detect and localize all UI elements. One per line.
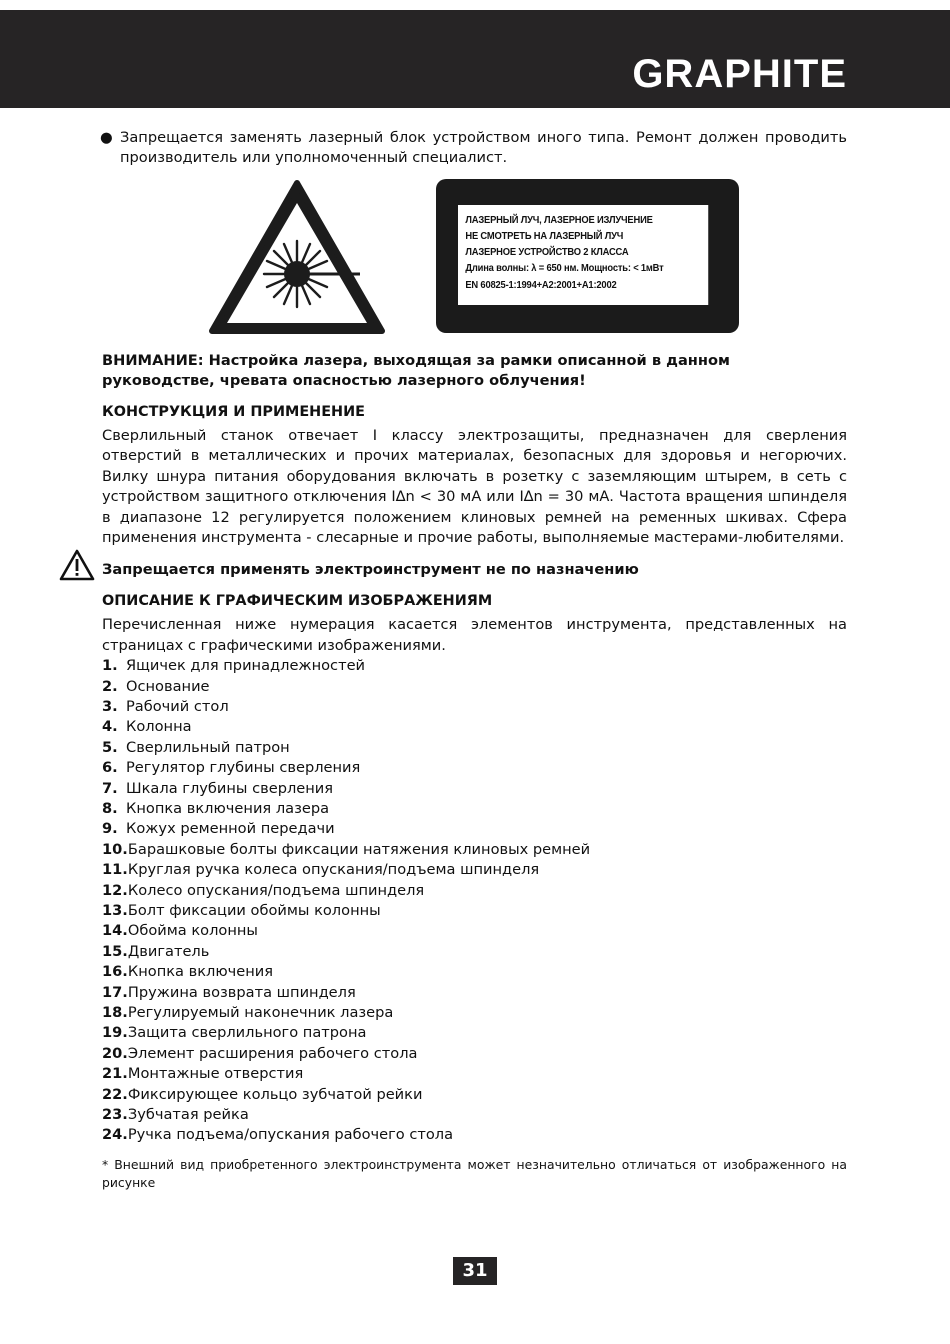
item-text: Основание [126, 677, 210, 695]
item-text: Регулятор глубины сверления [126, 759, 361, 777]
item-text: Зубчатая рейка [127, 1106, 249, 1124]
laser-signs [102, 179, 847, 339]
list-item [102, 983, 847, 1003]
item-number: 12. [102, 881, 128, 899]
footnote: * Внешний вид приобретенного электроинструмента может незначительно отличаться от изображенного на рисунке [102, 1156, 847, 1190]
prohibit-text: Запрещается применять электроинструмент не по назначению [102, 561, 639, 579]
list-item [102, 1085, 847, 1105]
item-number: 16. [102, 963, 128, 981]
laser-label-line: EN 60825-1:1994+A2:2001+A1:2002 [465, 279, 617, 291]
list-item [102, 1125, 847, 1145]
list-item [102, 717, 847, 737]
item-number: 18. [102, 1004, 128, 1021]
item-number: 6. [102, 759, 118, 777]
list-item [102, 1044, 847, 1064]
item-text: Рабочий стол [126, 697, 229, 715]
item-text: Кнопка включения [127, 963, 274, 981]
list-item [102, 1064, 847, 1084]
bullet-icon: ● [100, 129, 113, 146]
item-number: 4. [102, 718, 118, 736]
prohibit-notice [102, 560, 847, 580]
item-number: 22. [102, 1085, 128, 1103]
item-number: 1. [102, 657, 118, 675]
item-number: 17. [102, 983, 128, 1001]
laser-label-line: НЕ СМОТРЕТЬ НА ЛАЗЕРНЫЙ ЛУЧ [465, 231, 624, 243]
item-text: Круглая ручка колеса опускания/подъема шпинделя [127, 861, 540, 879]
description-intro: Перечисленная ниже нумерация касается элементов инструмента, представленных на страницах с графическими изображениями. [102, 616, 847, 654]
list-item [102, 881, 847, 901]
item-text: Колонна [126, 718, 192, 736]
description-title: ОПИСАНИЕ К ГРАФИЧЕСКИМ ИЗОБРАЖЕНИЯМ [102, 592, 493, 609]
list-item [102, 1105, 847, 1125]
item-text: Болт фиксации обоймы колонны [127, 901, 381, 919]
parts-list [102, 656, 847, 1146]
construction-title: КОНСТРУКЦИЯ И ПРИМЕНЕНИЕ [102, 403, 365, 420]
item-text: Фиксирующее кольцо зубчатой рейки [127, 1085, 423, 1103]
laser-label-line: Длина волны: λ = 650 нм. Мощность: < 1мВт [465, 263, 664, 275]
item-number: 24. [102, 1126, 128, 1144]
item-text: Сверлильный патрон [126, 738, 290, 756]
page-content [102, 128, 847, 1192]
item-number: 13. [102, 901, 128, 919]
list-item [102, 942, 847, 962]
laser-class-label [436, 179, 739, 333]
item-number: 3. [102, 697, 118, 715]
item-text: Защита сверлильного патрона [127, 1024, 367, 1042]
list-item [102, 1003, 847, 1023]
item-number: 19. [102, 1024, 128, 1042]
list-item [102, 860, 847, 880]
item-text: Кнопка включения лазера [126, 799, 330, 817]
page-header [0, 10, 950, 108]
item-text: Элемент расширения рабочего стола [127, 1044, 418, 1062]
item-text: Ручка подъема/опускания рабочего стола [127, 1126, 454, 1144]
item-text: Ящичек для принадлежностей [126, 657, 366, 675]
list-item [102, 840, 847, 860]
item-text: Обойма колонны [127, 922, 258, 940]
brand-logo: GRAPHITE [632, 52, 847, 96]
item-text: Регулируемый наконечник лазера [127, 1004, 394, 1021]
list-item [102, 758, 847, 778]
list-item [102, 1023, 847, 1043]
item-text: Кожух ременной передачи [126, 820, 335, 838]
item-text: Шкала глубины сверления [126, 779, 334, 797]
item-number: 21. [102, 1065, 128, 1083]
item-text: Двигатель [127, 942, 210, 960]
caution-icon [58, 548, 96, 582]
list-item [102, 738, 847, 758]
item-text: Пружина возврата шпинделя [127, 983, 356, 1001]
item-text: Монтажные отверстия [127, 1065, 304, 1083]
laser-warning-triangle-icon [208, 179, 386, 337]
list-item [102, 962, 847, 982]
item-number: 9. [102, 820, 118, 838]
laser-replacement-note [102, 128, 847, 169]
item-number: 7. [102, 779, 118, 797]
item-number: 20. [102, 1044, 128, 1062]
item-number: 8. [102, 799, 118, 817]
list-item [102, 677, 847, 697]
list-item [102, 799, 847, 819]
laser-label-line: ЛАЗЕРНОЕ УСТРОЙСТВО 2 КЛАССА [465, 247, 629, 259]
item-number: 23. [102, 1106, 128, 1124]
laser-label-line: ЛАЗЕРНЫЙ ЛУЧ, ЛАЗЕРНОЕ ИЗЛУЧЕНИЕ [465, 214, 653, 226]
item-number: 10. [102, 840, 128, 858]
list-item [102, 697, 847, 717]
item-number: 15. [102, 942, 128, 960]
list-item [102, 901, 847, 921]
item-number: 2. [102, 677, 118, 695]
laser-warning-text: ВНИМАНИЕ: Настройка лазера, выходящая за рамки описанной в данном руководстве, чревата опасностью лазерного облучения! [102, 351, 730, 390]
bullet-text: Запрещается заменять лазерный блок устройством иного типа. Ремонт должен проводить производитель или уполномоченный специалист. [120, 129, 847, 167]
list-item [102, 921, 847, 941]
list-item [102, 779, 847, 799]
item-number: 5. [102, 738, 118, 756]
item-number: 14. [102, 922, 128, 940]
item-number: 11. [102, 861, 128, 879]
list-item [102, 656, 847, 676]
list-item [102, 819, 847, 839]
construction-text: Сверлильный станок отвечает I классу электрозащиты, предназначен для сверления отверстий в металлических и прочих материалах, безопасных для здоровья и негорючих. Вилку шнура питания оборудования включать в розетку с заземляющим штырем, в сеть с устройством защитного отключения I∆n < 30 мА или I∆n = 30 мА. Частота вращения шпинделя в диапазоне 12 регулируется положением клиновых ремней на ременных шкивах. Сфера применения инструмента - слесарные и прочие работы, выполняемые мастерами-любителями. [102, 427, 847, 547]
page-number: 31 [453, 1257, 497, 1285]
item-text: Барашковые болты фиксации натяжения клиновых ремней [127, 840, 591, 858]
laser-label-text [458, 205, 708, 305]
item-text: Колесо опускания/подъема шпинделя [127, 881, 425, 899]
